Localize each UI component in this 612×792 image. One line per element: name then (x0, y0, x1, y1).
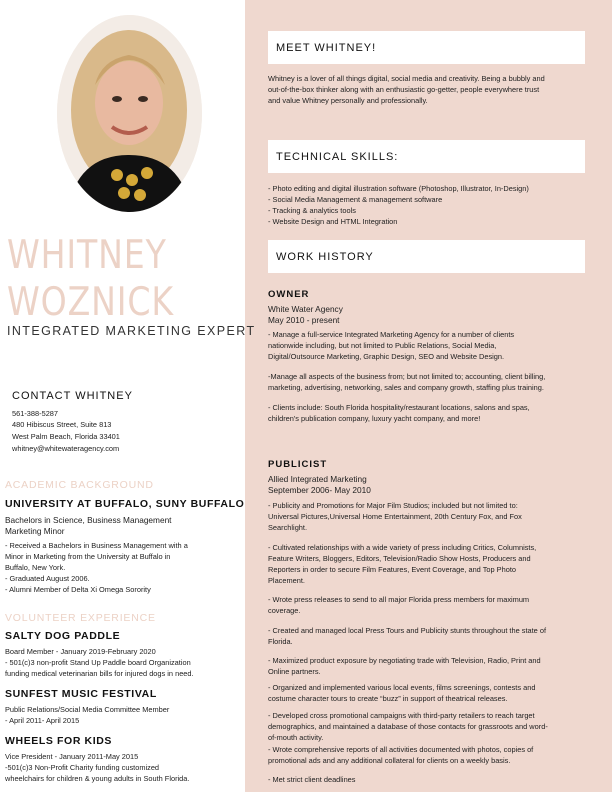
job-owner-title: OWNER (268, 289, 310, 300)
skills-heading-box (268, 140, 585, 173)
job-publicist-text: - Organized and implemented various local events, films screenings, contests and (268, 683, 536, 692)
skill-item: - Photo editing and digital illustration software (Photoshop, Illustrator, In-Design) (268, 184, 529, 193)
academic-bullet1-line3: Buffalo, New York. (5, 563, 66, 572)
job-publicist-text: - Wrote press releases to send to all major Florida press members for maximum (268, 595, 530, 604)
volunteer-org3-name: WHEELS FOR KIDS (5, 735, 113, 747)
volunteer-org1-line1: - 501(c)3 non-profit Stand Up Paddle board Organization (5, 658, 191, 667)
first-name: WHITNEY (7, 233, 167, 278)
work-heading-box (268, 240, 585, 273)
job-owner-text: - Clients include: South Florida hospitality/restaurant locations, salons and spas, (268, 403, 530, 412)
volunteer-org3-line2: wheelchairs for children & young adults in South Florida. (5, 774, 190, 783)
contact-address-line2: West Palm Beach, Florida 33401 (12, 432, 120, 441)
meet-heading: MEET WHITNEY! (276, 41, 377, 54)
job-publicist-text: - Publicity and Promotions for Major Film Studios; included but not limited to: (268, 501, 518, 510)
volunteer-org3-role: Vice President - January 2011-May 2015 (5, 752, 139, 761)
job-publicist-text: - Maximized product exposure by negotiating trade with Television, Radio, Print and (268, 656, 541, 665)
job-publicist-text: Searchlight. (268, 523, 308, 532)
meet-line3: and value Whitney personally and professionally. (268, 96, 428, 105)
contact-phone: 561-388-5287 (12, 409, 59, 418)
portrait-photo-icon (57, 15, 202, 212)
volunteer-org1-role: Board Member - January 2019-February 2020 (5, 647, 156, 656)
job-owner-text: -Manage all aspects of the business from; but not limited to; accounting, client billing, (268, 372, 546, 381)
academic-bullet1-line1: - Received a Bachelors in Business Management with a (5, 541, 188, 550)
academic-heading: ACADEMIC BACKGROUND (5, 479, 154, 491)
skills-heading: TECHNICAL SKILLS: (276, 150, 399, 163)
degree-line2: Marketing Minor (5, 526, 65, 536)
job-owner-text: children's publication company, luxury yacht company, and more! (268, 414, 481, 423)
job-publicist-dates: September 2006- May 2010 (268, 485, 371, 495)
job-owner-text: - Manage a full-service Integrated Marketing Agency for a number of clients (268, 330, 515, 339)
job-owner-text: Digital/Outsource Marketing, Graphic Design, SEO and Website Design. (268, 352, 505, 361)
volunteer-org1-line2: funding medical veterinarian bills for injured dogs in need. (5, 669, 194, 678)
school-name: UNIVERSITY AT BUFFALO, SUNY BUFFALO (5, 498, 245, 510)
job-owner-company: White Water Agency (268, 304, 343, 314)
job-publicist-text: Online partners. (268, 667, 321, 676)
contact-address-line1: 480 Hibiscus Street, Suite 813 (12, 420, 112, 429)
job-publicist-text: demographics, and maintained a database of those contacts for grassroots and word- (268, 722, 548, 731)
job-publicist-text: - Developed cross promotional campaigns with third-party retailers to reach target (268, 711, 535, 720)
contact-heading: CONTACT WHITNEY (12, 390, 133, 402)
volunteer-heading: VOLUNTEER EXPERIENCE (5, 612, 156, 624)
job-publicist-company: Allied Integrated Marketing (268, 474, 367, 484)
job-publicist-text: coverage. (268, 606, 301, 615)
avatar (57, 15, 202, 212)
meet-line1: Whitney is a lover of all things digital, social media and creativity. Being a bubbly and (268, 74, 545, 83)
volunteer-org1-name: SALTY DOG PADDLE (5, 630, 121, 642)
volunteer-org2-role: Public Relations/Social Media Committee Member (5, 705, 170, 714)
work-heading: WORK HISTORY (276, 250, 374, 263)
job-publicist-text: - Met strict client deadlines (268, 775, 356, 784)
contact-email: whitney@whitewateragency.com (12, 444, 120, 453)
skill-item: - Tracking & analytics tools (268, 206, 356, 215)
volunteer-org3-line1: -501(c)3 Non-Profit Charity funding customized (5, 763, 160, 772)
job-publicist-text: costume character tours to create “buzz” in support of theatrical releases. (268, 694, 508, 703)
job-owner-text: nationwide including, but not limited to Public Relations, Social Media, (268, 341, 497, 350)
last-name: WOZNICK (7, 280, 174, 325)
job-publicist-text: Reporters in order to secure Film Features, Event Coverage, and Top Photo (268, 565, 516, 574)
job-publicist-text: Universal Pictures,Universal Home Entertainment, 20th Century Fox, and Fox (268, 512, 522, 521)
job-owner-dates: May 2010 - present (268, 315, 340, 325)
volunteer-org2-name: SUNFEST MUSIC FESTIVAL (5, 688, 157, 700)
degree-line1: Bachelors in Science, Business Management (5, 515, 172, 525)
job-publicist-text: - Cultivated relationships with a wide variety of press including Critics, Columnists, (268, 543, 537, 552)
job-publicist-text: Feature Writers, Bloggers, Editors, Television/Radio Show Hosts, Producers and (268, 554, 531, 563)
academic-bullet1-line2: Minor in Marketing from the University at Buffalo in (5, 552, 171, 561)
job-title: INTEGRATED MARKETING EXPERT (7, 324, 256, 338)
academic-bullet2: - Graduated August 2006. (5, 574, 90, 583)
skill-item: - Website Design and HTML Integration (268, 217, 398, 226)
job-publicist-text: promotional ads and any additional collateral for clients on a weekly basis. (268, 756, 511, 765)
meet-line2: out-of-the-box thinker along with an enthusiastic go-getter, people everywhere trust (268, 85, 540, 94)
job-publicist-title: PUBLICIST (268, 459, 328, 470)
job-publicist-text: Florida. (268, 637, 293, 646)
job-owner-text: marketing, advertising, networking, sales and company growth, staffing plus training. (268, 383, 544, 392)
job-publicist-text: - Created and managed local Press Tours and Publicity stunts throughout the state of (268, 626, 546, 635)
meet-heading-box (268, 31, 585, 64)
volunteer-org2-dates: - April 2011- April 2015 (5, 716, 80, 725)
job-publicist-text: - Wrote comprehensive reports of all activities documented with photos, copies of (268, 745, 534, 754)
job-publicist-text: of-mouth activity. (268, 733, 324, 742)
job-publicist-text: Placement. (268, 576, 305, 585)
academic-bullet3: - Alumni Member of Delta Xi Omega Sorority (5, 585, 151, 594)
skill-item: - Social Media Management & management software (268, 195, 443, 204)
